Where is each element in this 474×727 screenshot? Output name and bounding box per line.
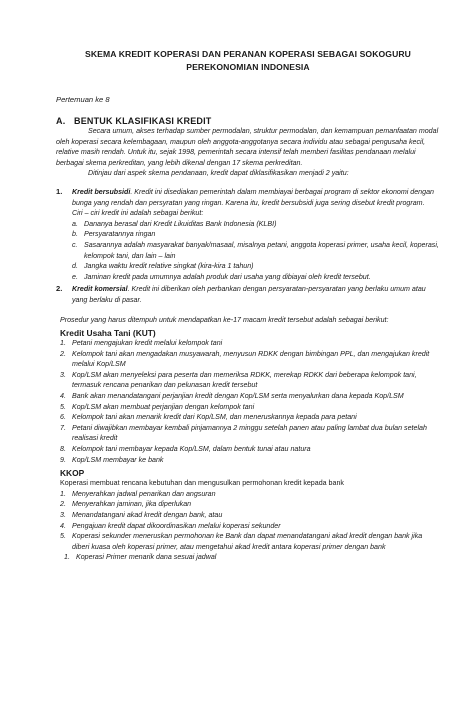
list-item: 3. Menandatangani akad kredit dengan bank, atau [60, 511, 223, 519]
list-item: 1. Koperasi Primer menarik dana sesuai jadwal [64, 553, 217, 562]
kut-heading: Kredit Usaha Tani (KUT) [60, 328, 156, 339]
credit-type-2-text: . Kredit ini diberikan oleh perbankan dengan persyaratan-persyaratan yang berlaku umum atau yang berlaku di pasar. [72, 285, 426, 304]
meeting-label: Pertemuan ke 8 [56, 95, 110, 104]
list-item: e. Jaminan kredit pada umumnya adalah produk dari usaha yang dibiayai oleh kredit tersebut. [72, 272, 371, 281]
list-item: 2. Kelompok tani akan mengadakan musyawarah, menyusun RDKK dengan bimbingan PPL, dan mengajukan kredit melalui Kop/LSM [60, 349, 430, 369]
list-item: c. Sasarannya adalah masyarakat banyak/masaal, misalnya petani, anggota koperasi primer, usaha kecil, koperasi, kelompok tani, dan lain – lain [72, 240, 439, 260]
list-item: 5. Kop/LSM akan membuat perjanjian dengan kelompok tani [60, 402, 255, 411]
kkop-heading: KKOP [60, 468, 85, 479]
list-item: 1. Petani mengajukan kredit melalui kelompok tani [60, 339, 223, 348]
kut-list [60, 338, 440, 465]
document-title [56, 48, 440, 74]
title-line-1: SKEMA KREDIT KOPERASI DAN PERANAN KOPERASI SEBAGAI SOKOGURU [85, 49, 411, 59]
credit-type-1 [56, 187, 440, 282]
list-item: 6. Kelompok tani akan menarik kredit dari Kop/LSM, dan meneruskannya kepada para petani [60, 413, 357, 422]
list-item: 2. Menyerahkan jaminan, jika diperlukan [60, 500, 192, 509]
prosedur-paragraph: Prosedur yang harus ditempuh untuk mendapatkan ke-17 macam kredit tersebut adalah sebagai berikut: [60, 315, 389, 324]
list-item: 1. Menyerahkan jadwal penarikan dan angsuran [60, 489, 216, 498]
ciri-list [72, 219, 440, 283]
list-item: 7. Petani diwajibkan membayar kembali pinjamannya 2 minggu setelah panen atau paling lambat dua bulan setelah realisasi kredit [60, 423, 427, 443]
title-line-2: PEREKONOMIAN INDONESIA [186, 62, 310, 72]
list-item: d. Jangka waktu kredit relative singkat (kira-kira 1 tahun) [72, 262, 254, 271]
kkop-intro: Koperasi membuat rencana kebutuhan dan mengusulkan permohonan kredit kepada bank [60, 479, 344, 488]
intro-paragraph-2: Ditinjau dari aspek skema pendanaan, kredit dapat diklasifikasikan menjadi 2 yaitu: [88, 169, 349, 178]
list-item: b. Persyaratannya ringan [72, 230, 156, 239]
credit-type-2 [56, 284, 440, 305]
section-letter: A. [56, 116, 66, 126]
intro-paragraph-1: Secara umum, akses terhadap sumber permodalan, struktur permodalan, dan kemampuan pemanfaatan modal oleh koperasi secara kelembagaan, maupun oleh anggota-anggotanya secara individu atau sebagai pengusaha kecil, relative masih rendah. Untuk itu, sejak 1998, pemerintah secara intensif telah memberi fasilitas pendanaan melalui berbagai skema perkreditan, yang lebih dikenal dengan 17 skema perkreditan. [56, 127, 439, 167]
ciri-label: Ciri – ciri kredit ini adalah sebagai berikut: [72, 209, 204, 218]
list-item: 4. Pengajuan kredit dapat dikoordinasikan melalui koperasi sekunder [60, 521, 281, 530]
section-heading-text: BENTUK KLASIFIKASI KREDIT [74, 116, 212, 126]
section-a-heading [56, 116, 440, 126]
credit-type-2-number: 2. [56, 284, 63, 294]
credit-type-1-number: 1. [56, 186, 63, 196]
list-item: a. Dananya berasal dari Kredit Likuiditas Bank Indonesia (KLBI) [72, 219, 277, 228]
kkop-list [60, 489, 440, 563]
list-item: 4. Bank akan menandatangani perjanjian kredit dengan Kop/LSM serta menyalurkan dana kepada Kop/LSM [60, 392, 404, 401]
credit-type-1-text: . Kredit ini disediakan pemerintah dalam membiayai berbagai program di sektor ekonomi dengan bunga yang rendah dan persyratan yang ringan. Karena itu, kredit bersubsidi juga sering disebut kredit program. [72, 187, 434, 207]
credit-type-1-heading: Kredit bersubsidi [72, 187, 131, 196]
credit-type-2-heading: Kredit komersial [72, 285, 128, 294]
list-item: 3. Kop/LSM akan menyeleksi para peserta dan memeriksa RDKK, merekap RDKK dari beberapa kelompok tani, termasuk rencana penarikan dan pelunasan kredit tersebut [60, 370, 417, 390]
list-item: 5. Koperasi sekunder meneruskan permohonan ke Bank dan dapat menandatangani akad kredit dengan bank jika diberi kuasa oleh koperasi primer, atau mengetahui akad kredit antara koperasi primer dengan bank [60, 532, 423, 551]
list-item: 8. Kelompok tani membayar kepada Kop/LSM, dalam bentuk tunai atau natura [60, 445, 311, 454]
list-item: 9. Kop/LSM membayar ke bank [60, 455, 164, 464]
